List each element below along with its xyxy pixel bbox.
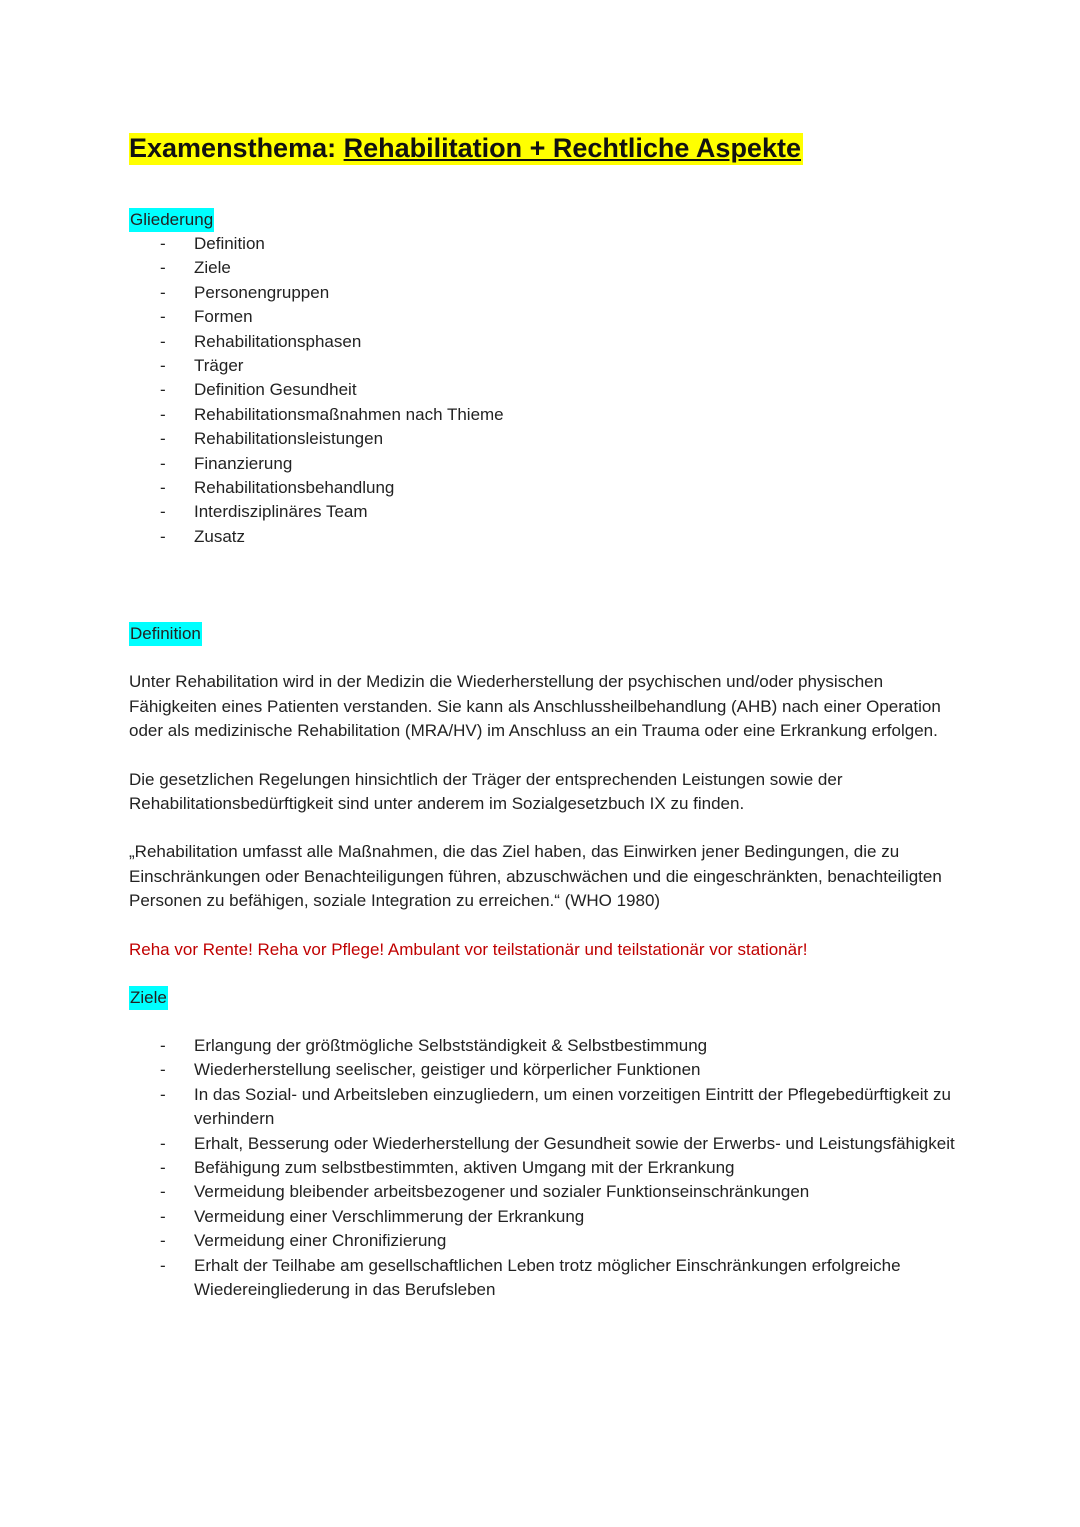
list-item-text: Rehabilitationsphasen	[194, 331, 362, 351]
dash-bullet: -	[160, 1157, 166, 1177]
list-item	[129, 403, 959, 427]
dash-bullet: -	[160, 1060, 166, 1080]
dash-bullet: -	[160, 1182, 166, 1202]
ziele-section	[129, 986, 959, 1302]
list-item-text: Interdisziplinäres Team	[194, 502, 368, 522]
list-item-text: Erhalt der Teilhabe am gesellschaftlichen Leben trotz möglicher Einschränkungen erfolgreiche Wiedereingliederung in das Berufsleben	[194, 1255, 901, 1299]
list-item-text: Erhalt, Besserung oder Wiederherstellung der Gesundheit sowie der Erwerbs- und Leistungsfähigkeit	[194, 1133, 955, 1153]
list-item	[129, 1058, 959, 1082]
list-item	[129, 330, 959, 354]
dash-bullet: -	[160, 502, 166, 522]
dash-bullet: -	[160, 429, 166, 449]
list-item-text: In das Sozial- und Arbeitsleben einzugliedern, um einen vorzeitigen Eintritt der Pflegebedürftigkeit zu verhindern	[194, 1084, 951, 1129]
dash-bullet: -	[160, 404, 166, 424]
ziele-list	[129, 1034, 959, 1302]
list-item	[129, 1180, 959, 1204]
list-item-text: Formen	[194, 307, 253, 327]
dash-bullet: -	[160, 478, 166, 498]
gliederung-section	[129, 208, 959, 549]
dash-bullet: -	[160, 1084, 166, 1104]
dash-bullet: -	[160, 356, 166, 376]
list-item	[129, 1083, 959, 1132]
list-item	[129, 354, 959, 378]
definition-paragraph-2: Die gesetzlichen Regelungen hinsichtlich der Träger der entsprechenden Leistungen sowie der Rehabilitationsbedürftigkeit sind unter anderem im Sozialgesetzbuch IX zu finden.	[129, 769, 843, 813]
dash-bullet: -	[160, 307, 166, 327]
list-item	[129, 305, 959, 329]
list-item	[129, 1132, 959, 1156]
list-item-text: Rehabilitationsmaßnahmen nach Thieme	[194, 404, 504, 424]
list-item	[129, 1156, 959, 1180]
list-item-text: Vermeidung bleibender arbeitsbezogener und sozialer Funktionseinschränkungen	[194, 1182, 810, 1202]
dash-bullet: -	[160, 258, 166, 278]
list-item-text: Zusatz	[194, 526, 246, 546]
list-item-text: Befähigung zum selbstbestimmten, aktiven Umgang mit der Erkrankung	[194, 1157, 735, 1177]
dash-bullet: -	[160, 380, 166, 400]
document-page	[129, 130, 959, 1302]
dash-bullet: -	[160, 1231, 166, 1251]
dash-bullet: -	[160, 1206, 166, 1226]
dash-bullet: -	[160, 526, 166, 546]
list-item	[129, 476, 959, 500]
definition-paragraph-1: Unter Rehabilitation wird in der Medizin die Wiederherstellung der psychischen und/oder physischen Fähigkeiten eines Patienten verstanden. Sie kann als Anschlussheilbehandlung (AHB) nach einer Operation oder als medizinische Rehabilitation (MRA/HV) im Anschluss an ein Trauma oder eine Erkrankung erfolgen.	[129, 672, 941, 741]
dash-bullet: -	[160, 1133, 166, 1153]
dash-bullet: -	[160, 453, 166, 473]
list-item	[129, 378, 959, 402]
dash-bullet: -	[160, 282, 166, 302]
list-item-text: Personengruppen	[194, 282, 330, 302]
gliederung-list	[129, 232, 959, 549]
list-item	[129, 281, 959, 305]
title-subject: Rehabilitation + Rechtliche Aspekte	[343, 133, 801, 163]
list-item	[129, 500, 959, 524]
ziele-heading: Ziele	[129, 986, 168, 1010]
gliederung-heading: Gliederung	[129, 208, 214, 232]
dash-bullet: -	[160, 1035, 166, 1055]
list-item-text: Wiederherstellung seelischer, geistiger und körperlicher Funktionen	[194, 1060, 701, 1080]
list-item	[129, 427, 959, 451]
list-item	[129, 1205, 959, 1229]
who-quote: „Rehabilitation umfasst alle Maßnahmen, die das Ziel haben, das Einwirken jener Bedingungen, die zu Einschränkungen oder Benachteiligungen führen, abzuschwächen und die eingeschränkten, benachteiligten Personen zu befähigen, soziale Integration zu erreichen.“ (WHO 1980)	[129, 842, 942, 911]
list-item-text: Rehabilitationsleistungen	[194, 429, 384, 449]
list-item	[129, 1229, 959, 1253]
list-item-text: Definition	[194, 234, 265, 253]
list-item-text: Rehabilitationsbehandlung	[194, 478, 395, 498]
list-item-text: Vermeidung einer Chronifizierung	[194, 1231, 447, 1251]
list-item-text: Erlangung der größtmögliche Selbstständigkeit & Selbstbestimmung	[194, 1035, 708, 1055]
list-item-text: Finanzierung	[194, 453, 293, 473]
definition-heading: Definition	[129, 622, 202, 646]
reha-motto: Reha vor Rente! Reha vor Pflege! Ambulant vor teilstationär und teilstationär vor stationär!	[129, 939, 808, 959]
list-item	[129, 452, 959, 476]
title-highlight	[129, 133, 803, 165]
title-prefix: Examensthema:	[129, 133, 337, 163]
list-item	[129, 1254, 959, 1303]
list-item	[129, 232, 959, 256]
dash-bullet: -	[160, 1255, 166, 1275]
list-item-text: Vermeidung einer Verschlimmerung der Erkrankung	[194, 1206, 585, 1226]
dash-bullet: -	[160, 331, 166, 351]
list-item-text: Definition Gesundheit	[194, 380, 357, 400]
definition-section	[129, 622, 959, 962]
list-item	[129, 256, 959, 280]
dash-bullet: -	[160, 234, 166, 253]
page-title	[129, 130, 959, 166]
list-item-text: Träger	[194, 356, 244, 376]
list-item	[129, 1034, 959, 1058]
list-item	[129, 525, 959, 549]
list-item-text: Ziele	[194, 258, 231, 278]
